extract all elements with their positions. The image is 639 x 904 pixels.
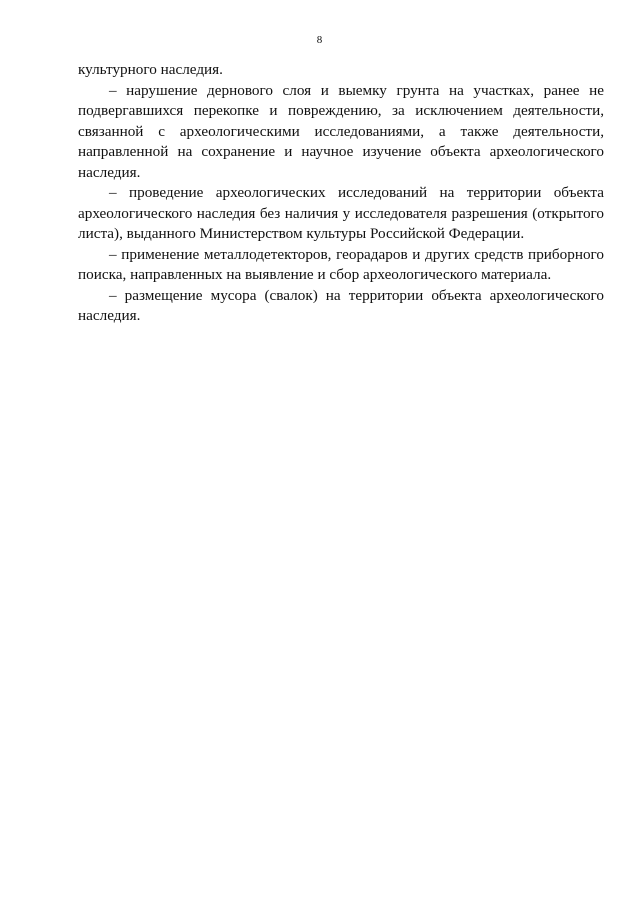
paragraph-prohibition-soil: – нарушение дернового слоя и выемку грунта на участках, ранее не подвергавшихся перекопке и повреждению, за исключением деятельности, связанной с археологическими исследованиями, а также деятельности, направленной на сохранение и научное изучение объекта археологического наследия. [78, 81, 604, 181]
paragraph-prohibition-detectors: – применение металлодетекторов, георадаров и других средств приборного поиска, направленных на выявление и сбор археологического материала. [78, 245, 604, 283]
paragraph-continuation: культурного наследия. [78, 61, 223, 78]
paragraph-prohibition-research: – проведение археологических исследований на территории объекта археологического наследия без наличия у исследователя разрешения (открытого листа), выданного Министерством культуры Российской Федерации. [78, 184, 604, 242]
page-number: 8 [316, 34, 323, 46]
document-body [78, 60, 604, 327]
paragraph-prohibition-waste: – размещение мусора (свалок) на территории объекта археологического наследия. [78, 286, 604, 324]
